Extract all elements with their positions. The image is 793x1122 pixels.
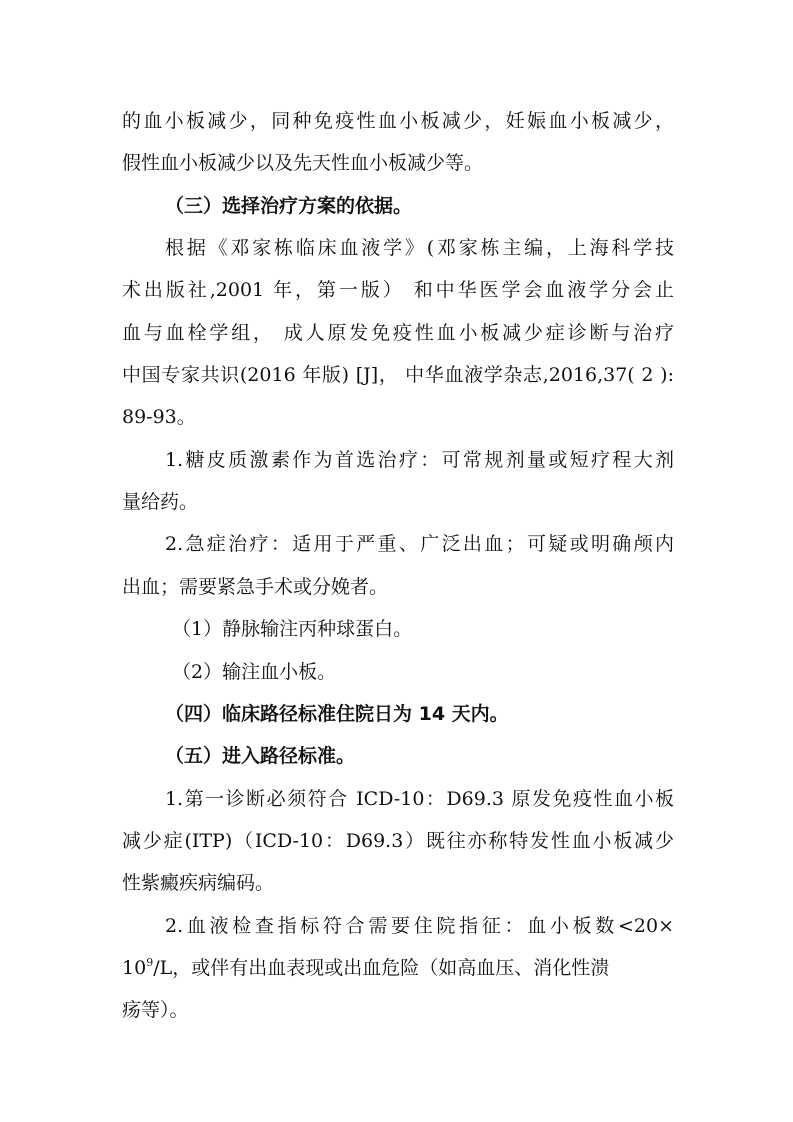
list-item: （2）输注血小板。 (172, 661, 337, 683)
text-line: 89-93。 (122, 406, 196, 428)
text-line: 疡等）。 (122, 999, 189, 1021)
exponent-power: 9 (146, 956, 154, 969)
section-heading: （五）进入路径标准。 (165, 745, 356, 767)
text-line: 性紫癜疾病编码。 (122, 872, 275, 894)
text-line: 中国专家共识(2016 年版) [J]， 中华血液学杂志,2016,37( 2 ): (122, 364, 674, 386)
text-line: 2.急症治疗：适用于严重、广泛出血；可疑或明确颅内 (165, 533, 674, 555)
text-line: 减少症(ITP)（ICD-10：D69.3）既往亦称特发性血小板减少 (122, 830, 674, 852)
text-line: 的血小板减少，同种免疫性血小板减少，妊娠血小板减少， (122, 110, 674, 132)
text-line: 血与血栓学组， 成人原发免疫性血小板减少症诊断与治疗 (122, 322, 674, 344)
text-line: 2.血液检查指标符合需要住院指征：血小板数<20× (165, 915, 674, 937)
text-line: 假性血小板减少以及先天性血小板减少等。 (122, 152, 484, 174)
text-line: 1.第一诊断必须符合 ICD-10：D69.3 原发免疫性血小板 (165, 788, 674, 810)
text-line: 量给药。 (122, 491, 199, 513)
section-heading: （四）临床路径标准住院日为 14 天内。 (165, 703, 509, 725)
section-heading: （三）选择治疗方案的依据。 (165, 195, 413, 217)
text-line: 1.糖皮质激素作为首选治疗：可常规剂量或短疗程大剂 (165, 449, 674, 471)
text-line (122, 952, 674, 984)
exponent-base: 10 (122, 957, 147, 979)
text-line-rest: /L，或伴有出血表现或出血危险（如高血压、消化性溃 (153, 957, 610, 979)
text-line: 术出版社,2001 年，第一版） 和中华医学会血液学分会止 (122, 279, 674, 301)
list-item: （1）静脉输注丙种球蛋白。 (172, 618, 413, 640)
text-line: 出血；需要紧急手术或分娩者。 (122, 576, 389, 598)
text-line: 根据《邓家栋临床血液学》(邓家栋主编，上海科学技 (165, 237, 674, 259)
